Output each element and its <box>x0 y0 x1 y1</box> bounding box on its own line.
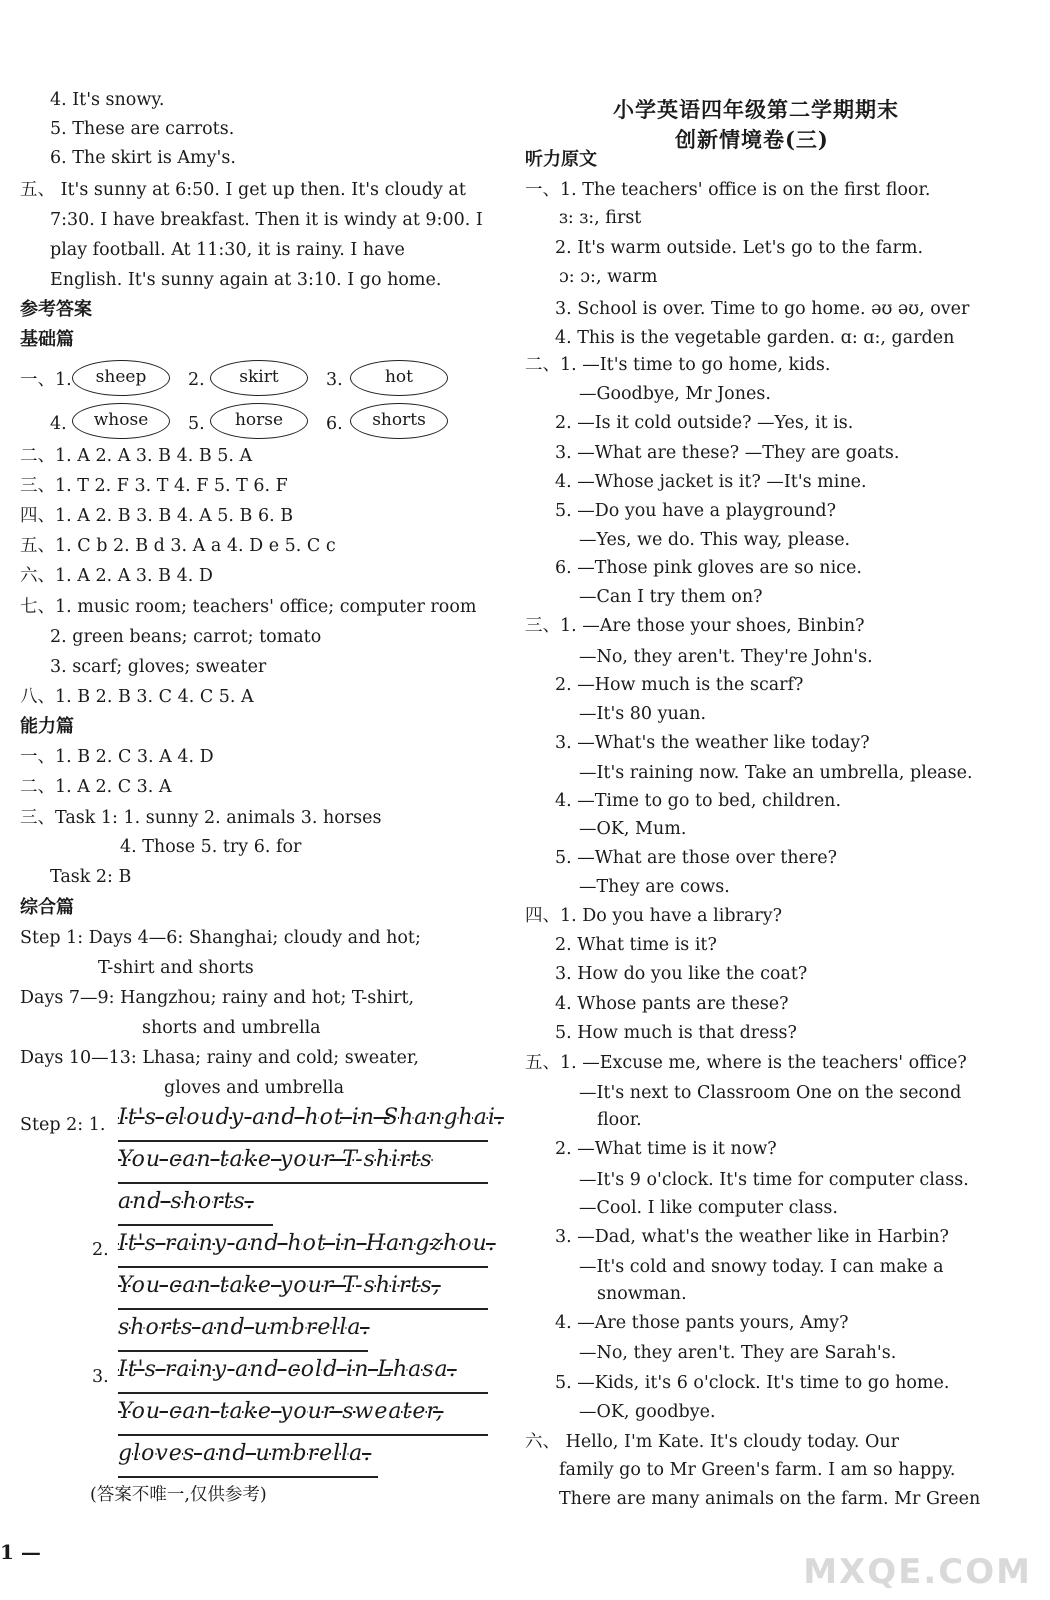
answer-line: 四、1. A 2. B 3. B 4. A 5. B 6. B <box>20 506 294 526</box>
handwritten-answer: You can take your T-shirts, <box>118 1268 488 1310</box>
transcript-line: 3. School is over. Time to go home. əʊ əʊ, over <box>555 299 970 319</box>
transcript-line: 五、1. —Excuse me, where is the teachers' office? <box>525 1053 967 1073</box>
handwritten-answer: You can take your sweater, <box>118 1394 488 1436</box>
transcript-line: 三、1. —Are those your shoes, Binbin? <box>525 616 865 636</box>
transcript-line: 5. —What are those over there? <box>555 848 837 868</box>
answer-line: 6. The skirt is Amy's. <box>50 148 236 168</box>
handwritten-answer: gloves and umbrella. <box>118 1436 378 1478</box>
transcript-line: 4. —Whose jacket is it? —It's mine. <box>555 472 867 492</box>
transcript-line: snowman. <box>597 1284 687 1304</box>
transcript-line: ɜ: ɜ:, first <box>559 208 642 228</box>
answer-line: T-shirt and shorts <box>98 958 254 978</box>
answer-line: 七、1. music room; teachers' office; computer room <box>20 597 477 617</box>
answer-line: 六、1. A 2. A 3. B 4. D <box>20 566 213 586</box>
answer-line: gloves and umbrella <box>164 1078 345 1098</box>
transcript-line: —They are cows. <box>579 877 730 897</box>
circled-answer: whose <box>72 403 170 439</box>
handwritten-answer: and shorts. <box>118 1184 273 1226</box>
circled-answer: sheep <box>72 360 170 396</box>
handwritten-answer: You can take your T-shirts <box>118 1142 488 1184</box>
transcript-line: 一、1. The teachers' office is on the first floor. <box>525 180 931 200</box>
circled-answer: horse <box>210 403 308 439</box>
transcript-line: 3. —Dad, what's the weather like in Harbin? <box>555 1227 949 1247</box>
circled-answer: hot <box>350 360 448 396</box>
answer-line: 4. Those 5. try 6. for <box>120 837 302 857</box>
transcript-line: 4. —Are those pants yours, Amy? <box>555 1313 849 1333</box>
transcript-line: 5. —Do you have a playground? <box>555 501 836 521</box>
exam-title: 小学英语四年级第二学期期末 <box>613 97 899 122</box>
question-number: 2. <box>188 370 205 390</box>
transcript-line: —No, they aren't. They're John's. <box>579 647 873 667</box>
transcript-line: —It's next to Classroom One on the second <box>579 1083 962 1103</box>
page-number: 1 — <box>0 1540 41 1564</box>
transcript-line: floor. <box>597 1110 642 1130</box>
transcript-line: 5. How much is that dress? <box>555 1023 797 1043</box>
answer-line: 三、1. T 2. F 3. T 4. F 5. T 6. F <box>20 476 288 496</box>
answer-line: 2. green beans; carrot; tomato <box>50 627 322 647</box>
transcript-line: 四、1. Do you have a library? <box>525 906 782 926</box>
handwritten-answer: It's rainy and cold in Lhasa. <box>118 1352 488 1394</box>
answer-line: 一、1. B 2. C 3. A 4. D <box>20 747 214 767</box>
transcript-line: 3. How do you like the coat? <box>555 964 808 984</box>
answer-line: 八、1. B 2. B 3. C 4. C 5. A <box>20 687 254 707</box>
transcript-line: 4. —Time to go to bed, children. <box>555 791 842 811</box>
transcript-line: —It's 9 o'clock. It's time for computer class. <box>579 1170 969 1190</box>
answer-line: 五、1. C b 2. B d 3. A a 4. D e 5. C c <box>20 536 336 556</box>
transcript-line: —OK, Mum. <box>579 819 687 839</box>
answer-line: English. It's sunny again at 3:10. I go home. <box>50 270 442 290</box>
answer-line: Days 7—9: Hangzhou; rainy and hot; T-shirt, <box>20 988 415 1008</box>
transcript-line: There are many animals on the farm. Mr Green <box>559 1489 981 1509</box>
transcript-line: 2. —Is it cold outside? —Yes, it is. <box>555 413 854 433</box>
transcript-line: ɔ: ɔ:, warm <box>559 267 658 287</box>
answer-line: 2. <box>92 1240 109 1260</box>
answer-line: 4. It's snowy. <box>50 90 165 110</box>
transcript-line: 3. —What are these? —They are goats. <box>555 443 900 463</box>
section-heading: 能力篇 <box>20 716 74 737</box>
circled-answer: shorts <box>350 403 448 439</box>
transcript-line: 2. What time is it? <box>555 935 717 955</box>
transcript-line: 六、 Hello, I'm Kate. It's cloudy today. Our <box>525 1432 899 1452</box>
answer-line: 五、 It's sunny at 6:50. I get up then. It's cloudy at <box>20 180 466 200</box>
handwritten-answer: It's cloudy and hot in Shanghai. <box>118 1100 488 1142</box>
transcript-line: —No, they aren't. They are Sarah's. <box>579 1343 897 1363</box>
transcript-line: —Cool. I like computer class. <box>579 1198 838 1218</box>
section-heading: 听力原文 <box>525 149 597 170</box>
answer-line: 7:30. I have breakfast. Then it is windy at 9:00. I <box>50 210 483 230</box>
transcript-line: 2. —How much is the scarf? <box>555 675 804 695</box>
handwritten-answer: It's rainy and hot in Hangzhou. <box>118 1226 488 1268</box>
transcript-line: —OK, goodbye. <box>579 1402 716 1422</box>
answer-line: Task 2: B <box>50 867 132 887</box>
circled-answer: skirt <box>210 360 308 396</box>
transcript-line: 2. It's warm outside. Let's go to the farm. <box>555 238 924 258</box>
transcript-line: 6. —Those pink gloves are so nice. <box>555 558 862 578</box>
answer-line: 5. These are carrots. <box>50 119 235 139</box>
transcript-line: —It's raining now. Take an umbrella, please. <box>579 763 973 783</box>
answer-line: (答案不唯一,仅供参考) <box>90 1485 267 1505</box>
answer-line: play football. At 11:30, it is rainy. I have <box>50 240 405 260</box>
answer-line: Step 2: 1. <box>20 1115 106 1135</box>
question-number: 5. <box>188 414 205 434</box>
answer-line: shorts and umbrella <box>142 1018 321 1038</box>
transcript-line: 5. —Kids, it's 6 o'clock. It's time to go home. <box>555 1373 950 1393</box>
question-number: 一、1. <box>20 370 72 390</box>
answer-line: 三、Task 1: 1. sunny 2. animals 3. horses <box>20 808 382 828</box>
transcript-line: 二、1. —It's time to go home, kids. <box>525 355 831 375</box>
transcript-line: 4. Whose pants are these? <box>555 994 789 1014</box>
answer-line: Days 10—13: Lhasa; rainy and cold; sweater, <box>20 1048 419 1068</box>
question-number: 3. <box>326 370 343 390</box>
answer-line: 3. scarf; gloves; sweater <box>50 657 267 677</box>
exam-subtitle: 创新情境卷(三) <box>675 127 829 152</box>
section-heading: 参考答案 <box>20 299 92 320</box>
transcript-line: 3. —What's the weather like today? <box>555 733 870 753</box>
watermark: MXQE.COM <box>803 1552 1032 1592</box>
transcript-line: —It's 80 yuan. <box>579 704 707 724</box>
transcript-line: —It's cold and snowy today. I can make a <box>579 1257 944 1277</box>
section-heading: 基础篇 <box>20 329 74 350</box>
transcript-line: 4. This is the vegetable garden. ɑ: ɑ:, garden <box>555 328 955 348</box>
section-heading: 综合篇 <box>20 897 74 918</box>
answer-line: Step 1: Days 4—6: Shanghai; cloudy and hot; <box>20 928 421 948</box>
answer-line: 二、1. A 2. A 3. B 4. B 5. A <box>20 446 253 466</box>
question-number: 4. <box>50 414 67 434</box>
transcript-line: 2. —What time is it now? <box>555 1139 777 1159</box>
transcript-line: —Can I try them on? <box>579 587 763 607</box>
transcript-line: —Yes, we do. This way, please. <box>579 530 851 550</box>
answer-line: 二、1. A 2. C 3. A <box>20 777 172 797</box>
question-number: 6. <box>326 414 343 434</box>
transcript-line: —Goodbye, Mr Jones. <box>579 384 771 404</box>
answer-line: 3. <box>92 1367 109 1387</box>
transcript-line: family go to Mr Green's farm. I am so happy. <box>559 1460 956 1480</box>
handwritten-answer: shorts and umbrella. <box>118 1310 368 1352</box>
